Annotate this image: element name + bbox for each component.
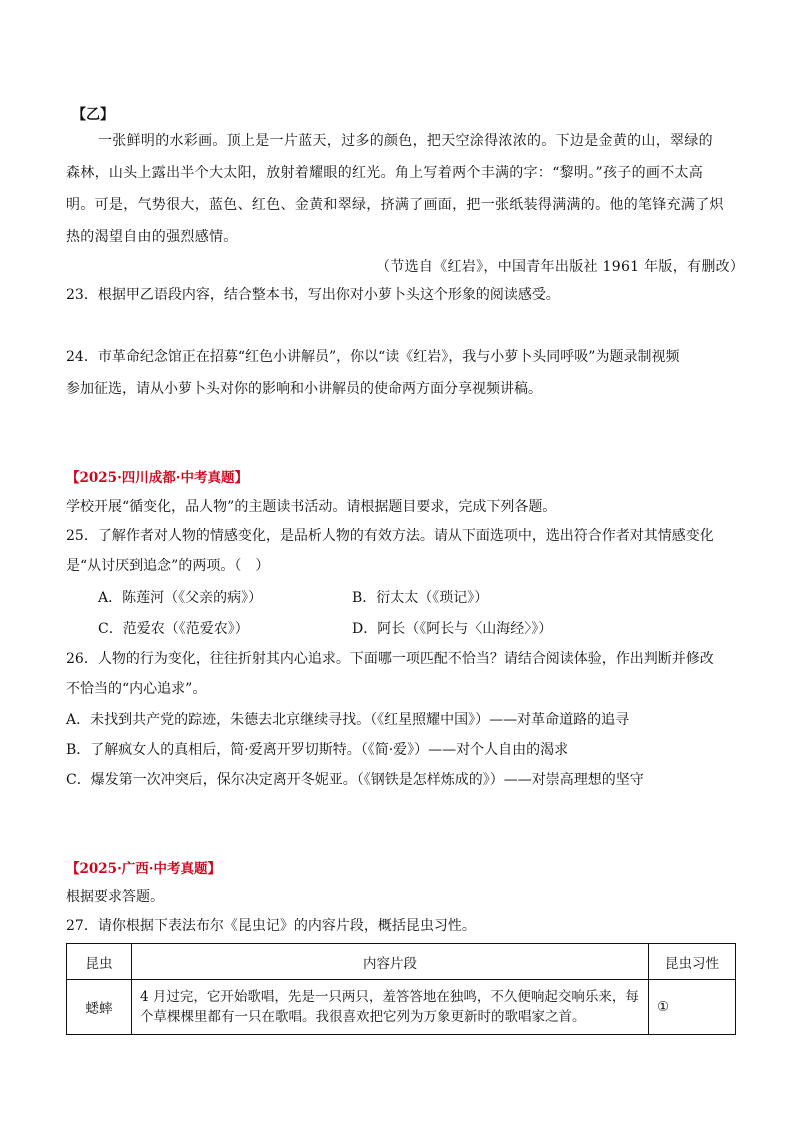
table-header: 内容片段 xyxy=(132,944,649,980)
question-26-line: 26．人物的行为变化，往往折射其内心追求。下面哪一项匹配不恰当？请结合阅读体验，作出判断并修改 xyxy=(66,651,714,667)
passage-line: 森林，山头上露出半个大太阳，放射着耀眼的红光。角上写着两个丰满的字：“黎明。”孩子的画不太高 xyxy=(66,165,704,181)
insect-table xyxy=(66,943,736,1035)
table-header: 昆虫习性 xyxy=(649,944,736,980)
question-24-line: 24．市革命纪念馆正在招募“红色小讲解员”，你以“读《红岩》，我与小萝卜头同呼吸”为题录制视频 xyxy=(66,349,680,365)
question-23: 23．根据甲乙语段内容，结合整本书，写出你对小萝卜头这个形象的阅读感受。 xyxy=(66,287,560,303)
question-26-line: 不恰当的“内心追求”。 xyxy=(66,681,207,697)
table-header: 昆虫 xyxy=(67,944,132,980)
question-26-option: A．未找到共产党的踪迹，朱德去北京继续寻找。（《红星照耀中国》）——对革命道路的追寻 xyxy=(66,712,630,728)
answer-blank-cell: ① xyxy=(649,980,736,1035)
passage-line: 明。可是，气势很大，蓝色、红色、金黄和翠绿，挤满了画面，把一张纸装得满满的。他的笔锋充满了炽 xyxy=(66,197,724,213)
instructions: 根据要求答题。 xyxy=(66,889,164,905)
option-a: A．陈莲河（《父亲的病》） xyxy=(98,590,263,606)
question-24-line: 参加征选，请从小萝卜头对你的影响和小讲解员的使命两方面分享视频讲稿。 xyxy=(66,381,542,397)
option-c: C．范爱农（《范爱农》） xyxy=(98,621,249,637)
table-header-row xyxy=(67,944,736,980)
insect-name-cell: 蟋蟀 xyxy=(67,980,132,1035)
question-26-option: B．了解疯女人的真相后，简·爱离开罗切斯特。（《简·爱》）——对个人自由的渴求 xyxy=(66,742,569,758)
question-25-line: 25．了解作者对人物的情感变化，是品析人物的有效方法。请从下面选项中，选出符合作者对其情感变化 xyxy=(66,528,714,544)
passage-line: 一张鲜明的水彩画。顶上是一片蓝天，过多的颜色，把天空涂得浓浓的。下边是金黄的山，翠绿的 xyxy=(98,133,713,149)
table-row xyxy=(67,980,736,1035)
source-citation: （节选自《红岩》，中国青年出版社 1961 年版，有删改） xyxy=(376,259,745,275)
passage-line: 热的渴望自由的强烈感情。 xyxy=(66,229,238,245)
content-excerpt: 4 月过完，它开始歌唱，先是一只两只，羞答答地在独鸣，不久便响起交响乐来，每个草棵棵里都有一只在歌唱。我很喜欢把它列为万象更新时的歌唱家之首。 xyxy=(140,989,639,1025)
option-b: B．衍太太（《琐记》） xyxy=(352,590,489,606)
section-heading: 【乙】 xyxy=(72,107,114,123)
exam-source-tag: 【2025·四川成都·中考真题】 xyxy=(66,470,248,486)
question-26-option: C．爆发第一次冲突后，保尔决定离开冬妮亚。（《钢铁是怎样炼成的》）——对崇高理想的坚守 xyxy=(66,772,644,788)
instructions: 学校开展“循变化，品人物”的主题读书活动。请根据题目要求，完成下列各题。 xyxy=(66,499,557,515)
content-cell xyxy=(132,980,649,1035)
question-27: 27．请你根据下表法布尔《昆虫记》的内容片段，概括昆虫习性。 xyxy=(66,918,476,934)
question-25-line: 是“从讨厌到追念”的两项。（ ） xyxy=(66,558,270,574)
exam-source-tag: 【2025·广西·中考真题】 xyxy=(66,861,221,877)
option-d: D．阿长（《阿长与〈山海经〉》） xyxy=(352,621,553,637)
